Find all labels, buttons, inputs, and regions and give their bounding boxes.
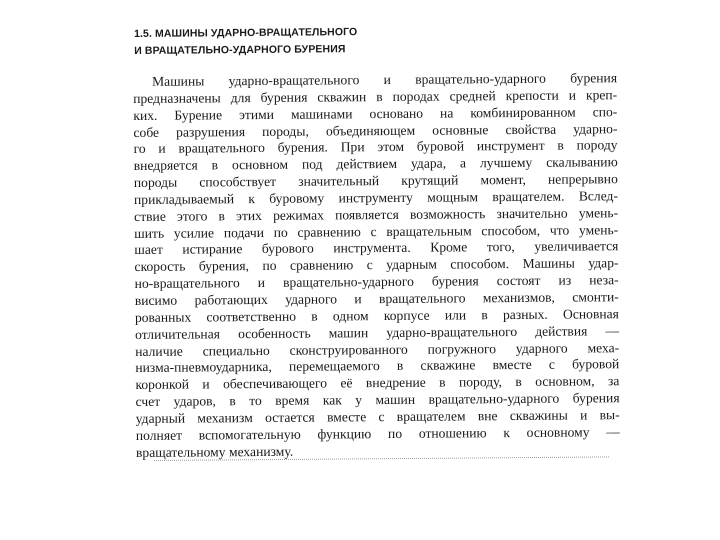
paragraph-line: ударный механизм остается вместе с вращателем вне скважины и вы- [135, 407, 620, 426]
paragraph-line: но-вращательного и вращательно-ударного бурения состоят из неза- [134, 272, 619, 292]
paragraph-line: отличительная особенность машин ударно-вращательного действия — [134, 322, 620, 342]
paragraph-line: прикладываемый к буровому инструменту мощным вращателем. Вслед- [133, 188, 619, 207]
paragraph-line: породы способствует значительный крутящий момент, непрерывно [133, 171, 618, 191]
paragraph-line: Машины ударно-вращательного и вращательно-ударного бурения [151, 70, 618, 89]
section-heading-line-2: И ВРАЩАТЕЛЬНО-УДАРНОГО БУРЕНИЯ [134, 43, 346, 57]
paragraph-line: шить усилие подачи по сравнению с вращательным способом, что умень- [134, 221, 619, 241]
paragraph-line: собе разрушения породы, объединяющем основные свойства ударно- [133, 120, 618, 140]
section-heading [134, 22, 614, 60]
paragraph-line: низма-пневмоударника, перемещаемого в скважине вместе с буровой [135, 356, 620, 376]
paragraph-line: предназначены для бурения скважин в породах средней крепости и креп- [133, 87, 618, 106]
paragraph-line: внедряется в основном под действием удара, а лучшему скалыванию [133, 154, 618, 174]
paragraph-line: скорость бурения, по сравнению с ударным способом. Машины удар- [134, 255, 619, 275]
paragraph-line: полняет вспомогательную функцию по отношению к основному — [135, 423, 620, 443]
paragraph-line: го и вращательного бурения. При этом буровой инструмент в породу [133, 137, 618, 157]
body-paragraph [133, 70, 620, 461]
paragraph-line: наличие специально сконструированного погружного ударного меха- [135, 339, 620, 359]
paragraph-line: ствие этого в этих режимах появляется возможность значительно умень- [134, 204, 619, 224]
paragraph-line: шает истирание бурового инструмента. Кроме того, увеличивается [134, 238, 619, 258]
paragraph-line: счет ударов, в то время как у машин вращательно-ударного бурения [135, 390, 620, 410]
paragraph-line: коронкой и обеспечивающего её внедрение в породу, в основном, за [135, 373, 620, 393]
paragraph-line: ких. Бурение этими машинами основано на комбинированном спо- [133, 103, 618, 123]
paragraph-line: вращательному механизму. [135, 443, 294, 460]
paragraph-line: висимо работающих ударного и вращательного механизмов, смонти- [134, 289, 619, 308]
paragraph-line: рованных соответственно в одном корпусе или в разных. Основная [134, 306, 619, 325]
section-heading-line-1: 1.5. МАШИНЫ УДАРНО-ВРАЩАТЕЛЬНОГО [134, 26, 358, 40]
